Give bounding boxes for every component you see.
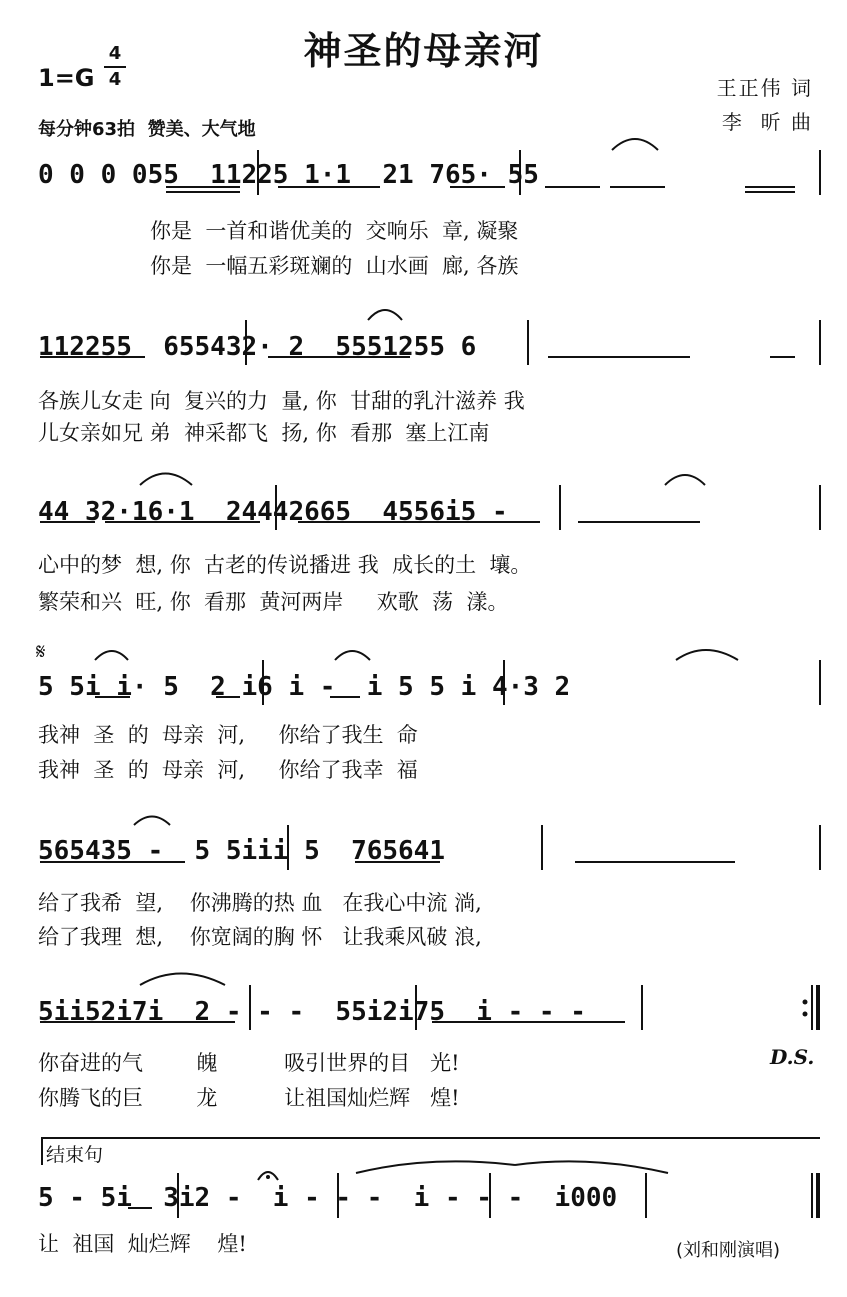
repeat-dot [803, 1000, 808, 1005]
score-line-2-lyric-2: 儿女亲如兄 弟 神采都飞 扬, 你 看那 塞上江南 [38, 421, 490, 445]
score-line-1-lyric-1: 你是 一首和谐优美的 交响乐 章, 凝聚 [150, 219, 519, 243]
slur [134, 817, 170, 826]
score-line-4-lyric-2: 我神 圣 的 母亲 河, 你给了我幸 福 [38, 758, 418, 782]
slur [140, 474, 192, 486]
slur [612, 139, 658, 150]
score-line-3-lyric-1: 心中的梦 想, 你 古老的传说播进 我 成长的土 壤。 [38, 553, 532, 577]
tempo-marking: 每分钟63拍 赞美、大气地 [38, 119, 256, 140]
score-line-3-notes: 44 32·16·1 24442665 4556i5 - [38, 497, 508, 527]
lyricist-credit: 王正伟 词 [716, 76, 813, 100]
score-line-6-lyric-1: 你奋进的气 魄 吸引世界的目 光! [38, 1051, 460, 1075]
ending-label: 结束句 [46, 1144, 104, 1166]
score-line-6-lyric-2: 你腾飞的巨 龙 让祖国灿烂辉 煌! [38, 1086, 460, 1110]
score-line-4-lyric-1: 我神 圣 的 母亲 河, 你给了我生 命 [38, 723, 418, 747]
slur [515, 1161, 668, 1173]
song-title: 神圣的母亲河 [303, 28, 544, 73]
slur [665, 475, 705, 485]
fermata-dot [266, 1175, 270, 1179]
slur [676, 650, 738, 660]
time-signature-bottom: 4 [108, 69, 122, 90]
slur [368, 310, 402, 320]
ending-bracket [42, 1138, 820, 1165]
score-line-5-notes: 565435 - 5 5iii 5 765641 [38, 836, 445, 866]
score-line-5-lyric-1: 给了我希 望, 你沸腾的热 血 在我心中流 淌, [38, 891, 482, 915]
score-line-5-lyric-2: 给了我理 想, 你宽阔的胸 怀 让我乘风破 浪, [38, 925, 482, 949]
slur [140, 974, 225, 986]
score-line-7-notes: 5 - 5i 3i2 - i - - - i - - - i000 [38, 1183, 618, 1213]
score-line-2-lyric-1: 各族儿女走 向 复兴的力 量, 你 甘甜的乳汁滋养 我 [38, 389, 525, 413]
score-line-4-notes: 5 5i i· 5 2 i6 i - i 5 5 i 4·3 2 [38, 672, 571, 702]
score-line-7-lyric-1: 让 祖国 灿烂辉 煌! [38, 1232, 247, 1256]
score-line-3-lyric-2: 繁荣和兴 旺, 你 看那 黄河两岸 欢歌 荡 漾。 [38, 590, 509, 614]
slur [356, 1161, 515, 1173]
score-line-1-notes: 0 0 0 055 11225 1·1 21 765· 55 [38, 160, 539, 190]
score-line-1-lyric-2: 你是 一幅五彩斑斓的 山水画 廊, 各族 [150, 254, 519, 278]
dal-segno-mark: D.S. [770, 1045, 815, 1069]
repeat-dot [803, 1012, 808, 1017]
key-signature: 1=G [38, 64, 95, 92]
slur [95, 651, 128, 660]
slur [335, 651, 370, 660]
score-line-6-notes: 5ii52i7i 2 - - - 55i2i75 i - - - [38, 997, 586, 1027]
time-signature-top: 4 [108, 43, 122, 64]
composer-credit: 李 昕 曲 [721, 110, 813, 134]
score-line-2-notes: 112255 655432· 2 5551255 6 [38, 332, 477, 362]
segno-sign: 𝄋 [36, 640, 46, 665]
performer-credit: (刘和刚演唱) [676, 1240, 781, 1261]
